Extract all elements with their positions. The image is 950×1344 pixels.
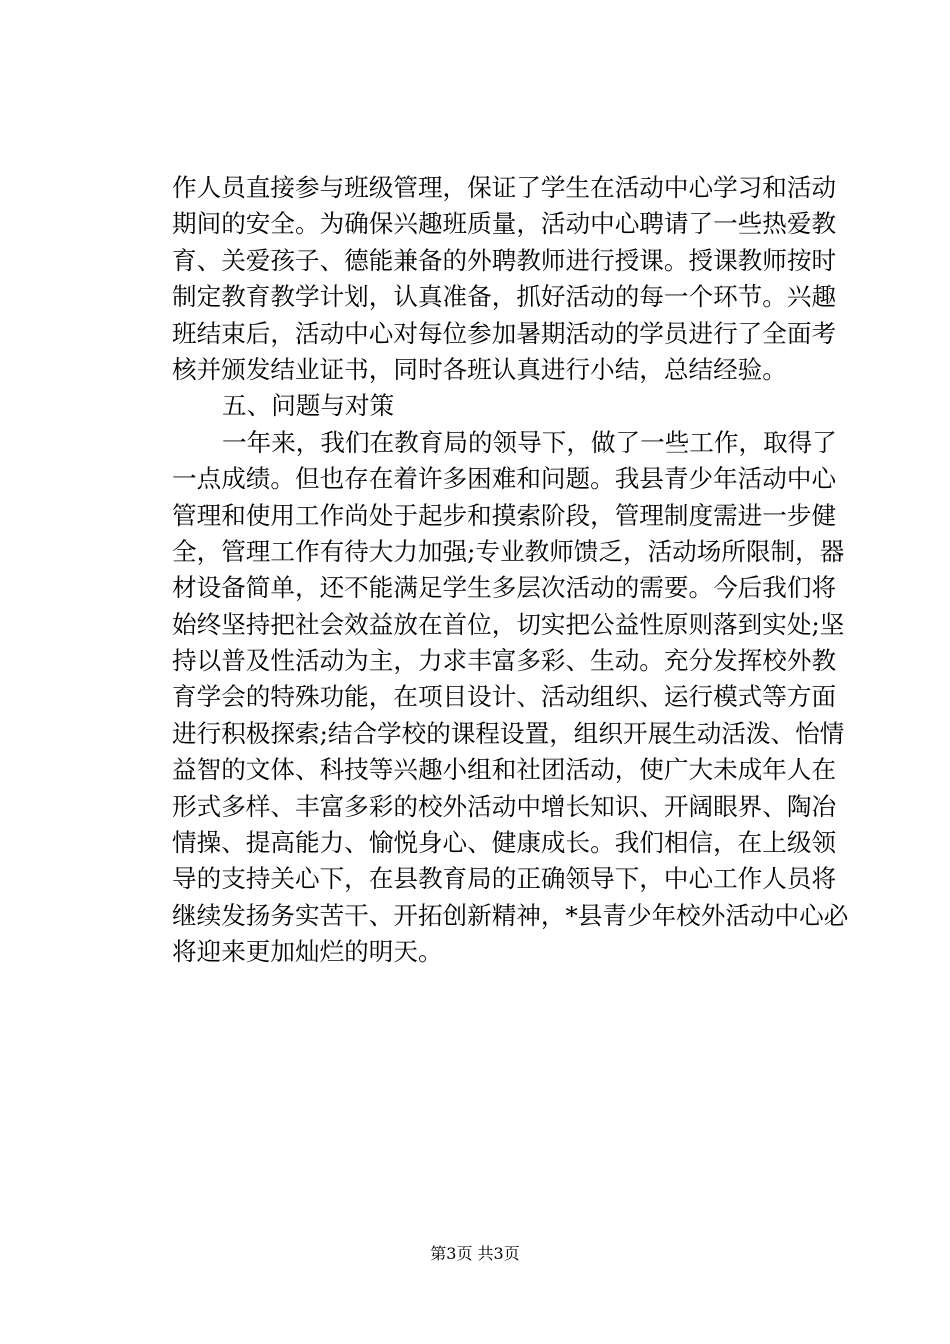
text-line: 情操、提高能力、愉悦身心、健康成长。我们相信，在上级领: [172, 828, 837, 858]
text-line: 班结束后，活动中心对每位参加暑期活动的学员进行了全面考: [172, 318, 837, 348]
text-line: 益智的文体、科技等兴趣小组和社团活动，使广大未成年人在: [172, 755, 837, 785]
text-line: 进行积极探索;结合学校的课程设置，组织开展生动活泼、怡情: [172, 718, 845, 748]
text-line: 将迎来更加灿烂的明天。: [172, 937, 443, 967]
page-number: 第3页 共3页: [430, 1244, 520, 1263]
section-heading: 五、问题与对策: [222, 391, 395, 421]
text-line: 形式多样、丰富多彩的校外活动中增长知识、开阔眼界、陶冶: [172, 791, 837, 821]
text-line: 育、关爱孩子、德能兼备的外聘教师进行授课。授课教师按时: [172, 245, 837, 275]
paragraph-main: [172, 425, 849, 971]
text-line: 管理和使用工作尚处于起步和摸索阶段，管理制度需进一步健: [172, 500, 837, 530]
text-line: 一年来，我们在教育局的领导下，做了一些工作，取得了: [222, 427, 837, 457]
text-line: 继续发扬务实苦干、开拓创新精神，*县青少年校外活动中心必: [172, 900, 849, 930]
text-line: 制定教育教学计划，认真准备，抓好活动的每一个环节。兴趣: [172, 282, 837, 312]
text-line: 始终坚持把社会效益放在首位，切实把公益性原则落到实处;坚: [172, 609, 845, 639]
text-line: 期间的安全。为确保兴趣班质量，活动中心聘请了一些热爱教: [172, 209, 837, 239]
text-line: 全，管理工作有待大力加强;专业教师馈乏，活动场所限制，器: [172, 536, 845, 566]
text-line: 材设备简单，还不能满足学生多层次活动的需要。今后我们将: [172, 573, 837, 603]
text-line: 育学会的特殊功能，在项目设计、活动组织、运行模式等方面: [172, 682, 837, 712]
body-text: [172, 170, 849, 971]
text-line: 作人员直接参与班级管理，保证了学生在活动中心学习和活动: [172, 173, 837, 202]
text-line: 核并颁发结业证书，同时各班认真进行小结，总结经验。: [172, 354, 787, 384]
text-line: 一点成绩。但也存在着许多困难和问题。我县青少年活动中心: [172, 464, 837, 494]
text-line: 导的支持关心下，在县教育局的正确领导下，中心工作人员将: [172, 864, 837, 894]
paragraph-continued: [172, 170, 837, 388]
page-footer: [0, 1242, 950, 1266]
text-line: 持以普及性活动为主，力求丰富多彩、生动。充分发挥校外教: [172, 646, 837, 676]
